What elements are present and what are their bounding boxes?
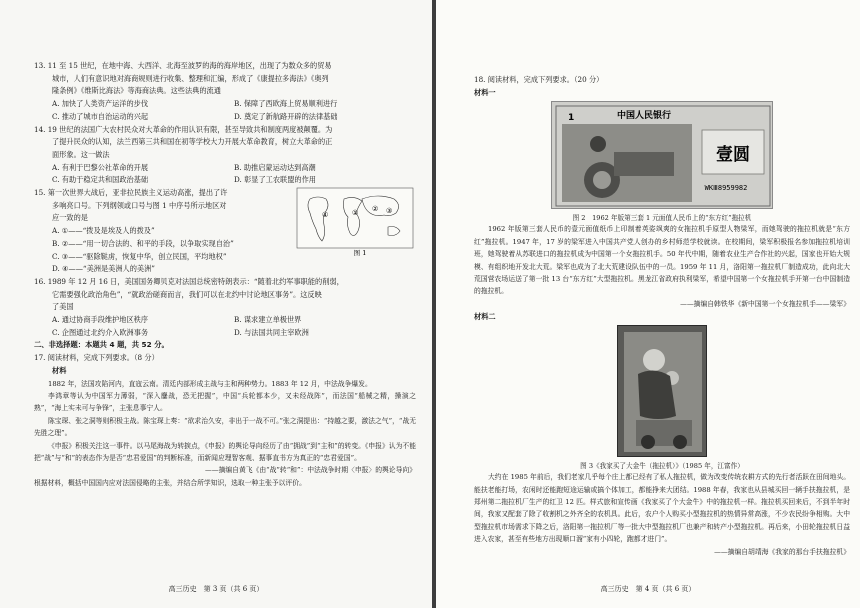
question-17-task: 根据材料，概括中国国内应对法国侵略的主张，并结合所学知识，选取一种主张予以评价。	[34, 479, 306, 488]
map-frame	[297, 188, 413, 248]
question-13	[34, 60, 416, 124]
option-c[interactable]: C. 推动了城市自治运动的兴起	[52, 111, 149, 121]
option-a[interactable]: A. 加快了人类资产运洋的步伐	[52, 99, 149, 109]
option-a[interactable]: A. 有利于巴黎公社革命的开展	[52, 162, 149, 172]
corner-denomination: 1	[568, 113, 575, 124]
option-a[interactable]: A. ①——“拨及是埃及人的拨及”	[52, 226, 155, 236]
exam-page-4	[436, 0, 860, 608]
bank-name: 中国人民银行	[616, 111, 672, 122]
material-paragraph: 陈宝琛、张之洞等则积极主战。陈宝琛上奏：“欲求治久安，非出于一战不可。”张之洞提出：“持越之要，激法之气”，“战无先胜之理”。	[34, 416, 416, 438]
map-marker-4: ④	[322, 211, 329, 220]
figure-1-caption: 图 1	[353, 249, 367, 258]
value-text: 壹圆	[716, 145, 750, 166]
driver-figure	[590, 136, 606, 152]
question-17-stem: 17. 阅读材料，完成下列要求。（8 分）	[34, 353, 159, 363]
option-d[interactable]: D. ④——“美洲是美洲人的美洲”	[52, 264, 155, 274]
question-17	[34, 352, 416, 489]
world-map-figure	[296, 187, 414, 257]
tractor-wheel	[641, 435, 655, 449]
material-two-paragraph: 大约在 1985 年前后，我们老家几乎每个庄上都已经有了私人拖拉机，做为改变传统农耕方式的先行者活跃在田间地头。能扶老能打场，农闲时还能跑短途运输或搞个体加工，都能挣来大团结。1988 年春，我家也从县城买回一辆手扶拖拉机，是郑州第二拖拉机厂生产的红卫 12 匹。样式旅和宣传画《我家买了个大金牛》中的拖拉机一样。拖拉机买回来后，不到半年时间，我家又配套了除了收割机之外齐全的农机具。此后，农户个人购买小型拖拉机的热情异常高涨，不少农民纷争相购。大中型拖拉机市场需求下降之后，洛阳第一拖拉机厂等一批大中型拖拉机厂也兼产和转产小型拖拉机。再后来，小田轮拖拉机日益进入农家，甚至有些地方出现顺口溜“家有小四轮，跑都才进门”。	[474, 473, 850, 544]
question-16	[34, 276, 416, 340]
material-paragraph: 李鸿章等认为中国军力薄弱，“深入鏖战，恐无把握”，中国“兵轮都本少，又未经战阵”，而法国“船械之精，操演之熟”，“海上实未可与争锋”，主张息事宁人。	[34, 391, 416, 413]
question-13-stem-line: 城市，人们有意识地对海商规则进行收集、整理和汇编，形成了《康提拉多海法》《奥列	[52, 73, 329, 83]
option-a[interactable]: A. 通过协商手段维护地区秩序	[52, 315, 149, 325]
page-3-content	[34, 60, 416, 490]
material-one-source: ——摘编自韩铁华《新中国第一个女拖拉机手——梁军》	[680, 299, 850, 308]
question-15	[34, 187, 416, 276]
material-heading: 材料	[52, 365, 67, 375]
question-15-stem-line: 应一致的是	[52, 213, 88, 223]
question-14-stem-line: 14. 19 世纪的法国广大农村民众对大革命的作用认识有限，甚至导致共和制度两度被颠覆。为	[34, 124, 333, 134]
material-one-heading: 材料一	[474, 87, 496, 97]
figure-2-caption: 图 2 1962 年版第三套 1 元面值人民币上的“东方红”拖拉机	[572, 214, 752, 223]
poster-image	[617, 325, 707, 457]
material-one-paragraph: 1962 年版第三套人民币的壹元面值纸币上印制着英姿飒爽的女拖拉机手原型人物梁军，而她驾驶的拖拉机就是“东方红”拖拉机。1947 年，17 岁的梁军进入中国共产党人创办的乡村师范学校就读。在校期间，梁军积极报名参加拖拉机培训班，她驾驶着从苏联进口的拖拉机成为中国第一个女拖拉机手。50 年代中期，随着农业生产合作社的兴起，国家也开始大规模、有组织地开发北大荒。梁军也成为了北大荒建设队伍中的一员。1959 年 11 月，洛阳第一拖拉机厂制造成功，此向北大荒国营农场运送了第一批 13 台“东方红”大型拖拉机。黑龙江省政府执利梁军，希望中国第一个女拖拉机手开第一台中国制造的拖拉机。	[474, 225, 850, 296]
tractor-hub	[593, 171, 611, 189]
option-b[interactable]: B. 保障了西欧海上贸易顺利进行	[234, 99, 338, 109]
map-marker-3: ③	[386, 207, 393, 216]
question-18-stem: 18. 阅读材料，完成下列要求。（20 分）	[474, 75, 604, 84]
question-16-stem-line: 了美国	[52, 302, 74, 312]
material-source: ——摘编自黄飞《由“战”转“和”：中法战争时期〈申报〉的舆论导向》	[204, 466, 416, 475]
question-13-options	[34, 98, 416, 123]
question-16-stem-line: 它需要强化政治角色”，“就政治磋商而言，我们可以在北约中讨论地区事务”。这反映	[52, 289, 322, 299]
option-d[interactable]: D. 与法国共同主宰欧洲	[234, 327, 309, 337]
question-14	[34, 124, 416, 188]
question-15-stem-line: 多响亮口号。下列纲领或口号与图 1 中序号所示地区对	[52, 200, 227, 210]
option-d[interactable]: D. 彰显了工农联盟的作用	[234, 175, 316, 185]
question-15-stem-line: 15. 第一次世界大战后，亚非拉民族主义运动高涨，提出了许	[34, 188, 228, 198]
question-13-stem-line: 隆条例》《维斯比海法》等海商法典。这些法典的流通	[52, 86, 221, 96]
material-two-heading: 材料二	[474, 311, 496, 321]
question-14-stem-line: 面形象。这一做法	[52, 149, 110, 159]
section-two-heading: 二、非选择题：本题共 4 题，共 52 分。	[34, 340, 169, 350]
option-c[interactable]: C. 有助于稳定共和国政治基础	[52, 175, 149, 185]
question-13-stem-line: 13. 11 至 15 世纪，在地中海、大西洋、北海至波罗的海的海岸地区，出现了为数众多的贸易	[34, 61, 332, 70]
question-16-options	[34, 314, 416, 339]
tractor-body	[614, 152, 674, 176]
option-d[interactable]: D. 奠定了新航路开辟的法律基础	[234, 111, 338, 121]
banknote-image	[551, 101, 773, 209]
page-4-footer: 高三历史 第 4 页（共 6 页）	[600, 585, 696, 593]
option-c[interactable]: C. ③——“驱除鞑虏，恢复中华，创立民国，平均地权”	[52, 251, 227, 261]
question-14-stem-line: 了提升民众的认知，法兰西第三共和国在初等学校大力开展大革命教育，树立大革命的正	[52, 137, 333, 147]
option-b[interactable]: B. 助推启蒙运动达到高潮	[234, 162, 316, 172]
map-marker-2: ②	[372, 205, 379, 214]
option-b[interactable]: B. 谋求建立单极世界	[234, 315, 302, 325]
map-marker-1: ①	[352, 209, 359, 218]
material-two-source: ——摘编自胡靖海《我家的那台手扶拖拉机》	[714, 547, 850, 556]
figure-3-caption: 图 3《我家买了大金牛（拖拉机）》（1985 年，江富作）	[580, 462, 744, 471]
question-16-stem-line: 16. 1989 年 12 月 16 日，美国国务卿贝克对法国总统密特朗表示：“随着北约军事职能的削弱，	[34, 276, 344, 286]
page-3-footer: 高三历史 第 3 页（共 6 页）	[168, 585, 264, 593]
page-4-content	[474, 74, 850, 558]
serial-number: WKⅢ8959982	[704, 184, 748, 193]
option-c[interactable]: C. 企图通过北约介入欧洲事务	[52, 327, 149, 337]
question-14-options	[34, 162, 416, 187]
material-paragraph: 1882 年，法国攻陷河内，直寇云南。清廷内部形成主战与主和两种势力。1883 年 12 月，中法战争爆发。	[48, 379, 372, 388]
material-paragraph: 《申报》积极关注这一事件。以马尾海战为转捩点，《申报》的舆论导向经历了由“拥战”到“主和”的转变。《申报》认为不能把“战”与“和”的表态作为是否“忠君爱国”的判断标准，而新闻应理智客观、据事直书方为真正的“忠君爱国”。	[34, 441, 416, 463]
woman-face	[643, 349, 665, 371]
option-b[interactable]: B. ②——“用一切合法的、和平的手段，以争取实现自治”	[52, 238, 234, 248]
tractor-wheel	[673, 435, 687, 449]
